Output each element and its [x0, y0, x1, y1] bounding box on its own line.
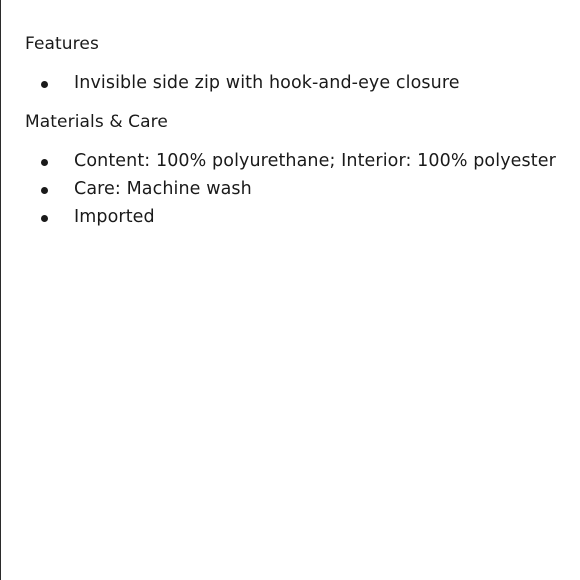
bullet-dot-icon: [41, 81, 48, 88]
panel-left-border: [0, 0, 1, 580]
list-item: [25, 147, 575, 175]
list-item-text: Imported: [74, 207, 155, 227]
list-item: [25, 203, 575, 231]
bullet-dot-icon: [41, 159, 48, 166]
list-item-text: Care: Machine wash: [74, 179, 252, 199]
list-item-text: Invisible side zip with hook-and-eye closure: [74, 73, 460, 93]
bullet-dot-icon: [41, 187, 48, 194]
list-item: [25, 175, 575, 203]
materials-care-heading: Materials & Care: [25, 112, 168, 132]
product-details-panel: [25, 33, 575, 231]
list-item: [25, 69, 575, 97]
bullet-dot-icon: [41, 215, 48, 222]
features-list: [25, 69, 575, 97]
features-heading: Features: [25, 34, 99, 54]
materials-care-list: [25, 147, 575, 231]
list-item-text: Content: 100% polyurethane; Interior: 100% polyester: [74, 151, 556, 171]
